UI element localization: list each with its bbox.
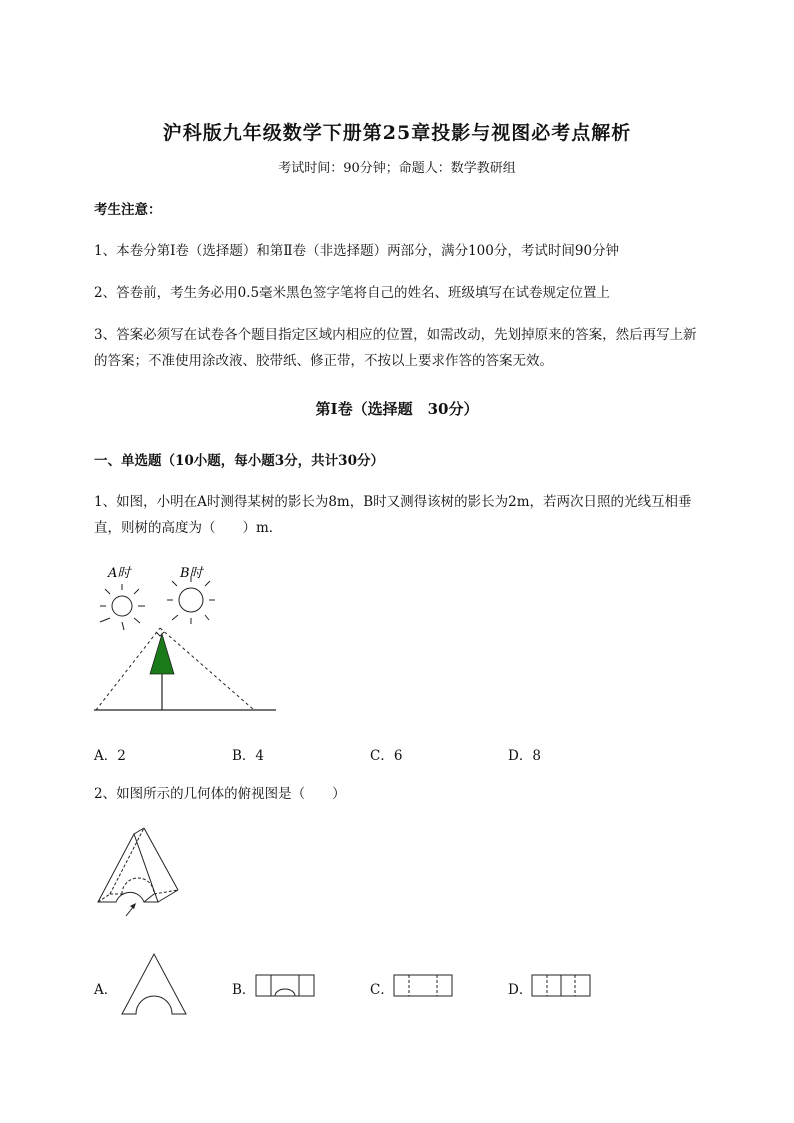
notice-item-1: 1、本卷分第I卷（选择题）和第Ⅱ卷（非选择题）两部分，满分100分，考试时间90分钟: [94, 243, 620, 259]
sun-b-icon: [167, 576, 215, 624]
tree-icon: [150, 634, 174, 674]
light-ray-b: [160, 628, 254, 710]
label-b-time: B时: [180, 566, 203, 581]
q1-option-a[interactable]: A．2: [94, 748, 126, 764]
q2-option-d-label[interactable]: D．: [508, 982, 533, 998]
q2-option-c-label[interactable]: C．: [370, 982, 394, 998]
q2-option-a-label[interactable]: A．: [94, 982, 118, 998]
exam-info: 考试时间：90分钟；命题人：数学教研组: [278, 161, 516, 176]
q2-option-b-figure[interactable]: [255, 974, 315, 998]
q2-option-d-figure[interactable]: [531, 974, 591, 998]
section-title: 第I卷（选择题 30分）: [315, 400, 479, 418]
question-2-text: 2、如图所示的几何体的俯视图是（ ）: [94, 786, 346, 802]
part-heading: 一、单选题（10小题，每小题3分，共计30分）: [94, 453, 384, 469]
q1-option-c[interactable]: C．6: [370, 748, 403, 764]
notice-item-2: 2、答卷前，考生务必用0.5毫米黑色签字笔将自己的姓名、班级填写在试卷规定位置上: [94, 285, 611, 301]
q2-option-b-label[interactable]: B．: [232, 982, 256, 998]
notice-item-3: 3、答案必须写在试卷各个题目指定区域内相应的位置，如需改动，先划掉原来的答案，然后再写上新: [94, 327, 697, 343]
question-1-line-1: 1、如图，小明在A时测得某树的影长为8m，B时又测得该树的影长为2m，若两次日照的光线互相垂: [94, 494, 692, 510]
q2-option-c-figure[interactable]: [393, 974, 453, 998]
q2-option-a-figure[interactable]: [120, 952, 190, 1016]
question-1-figure: [88, 560, 288, 720]
q1-option-d[interactable]: D．8: [508, 748, 541, 764]
q1-option-b[interactable]: B．4: [232, 748, 265, 764]
notice-item-3-cont: 的答案；不准使用涂改液、胶带纸、修正带，不按以上要求作答的答案无效。: [94, 353, 553, 369]
light-ray-a: [96, 628, 160, 710]
sun-a-icon: [100, 584, 145, 630]
question-1-line-2: 直，则树的高度为（ ）m．: [94, 520, 283, 536]
page-title: 沪科版九年级数学下册第25章投影与视图必考点解析: [162, 122, 632, 144]
question-2-solid-figure: [94, 826, 194, 918]
label-a-time: A时: [108, 566, 131, 581]
notice-heading: 考生注意：: [94, 202, 162, 218]
